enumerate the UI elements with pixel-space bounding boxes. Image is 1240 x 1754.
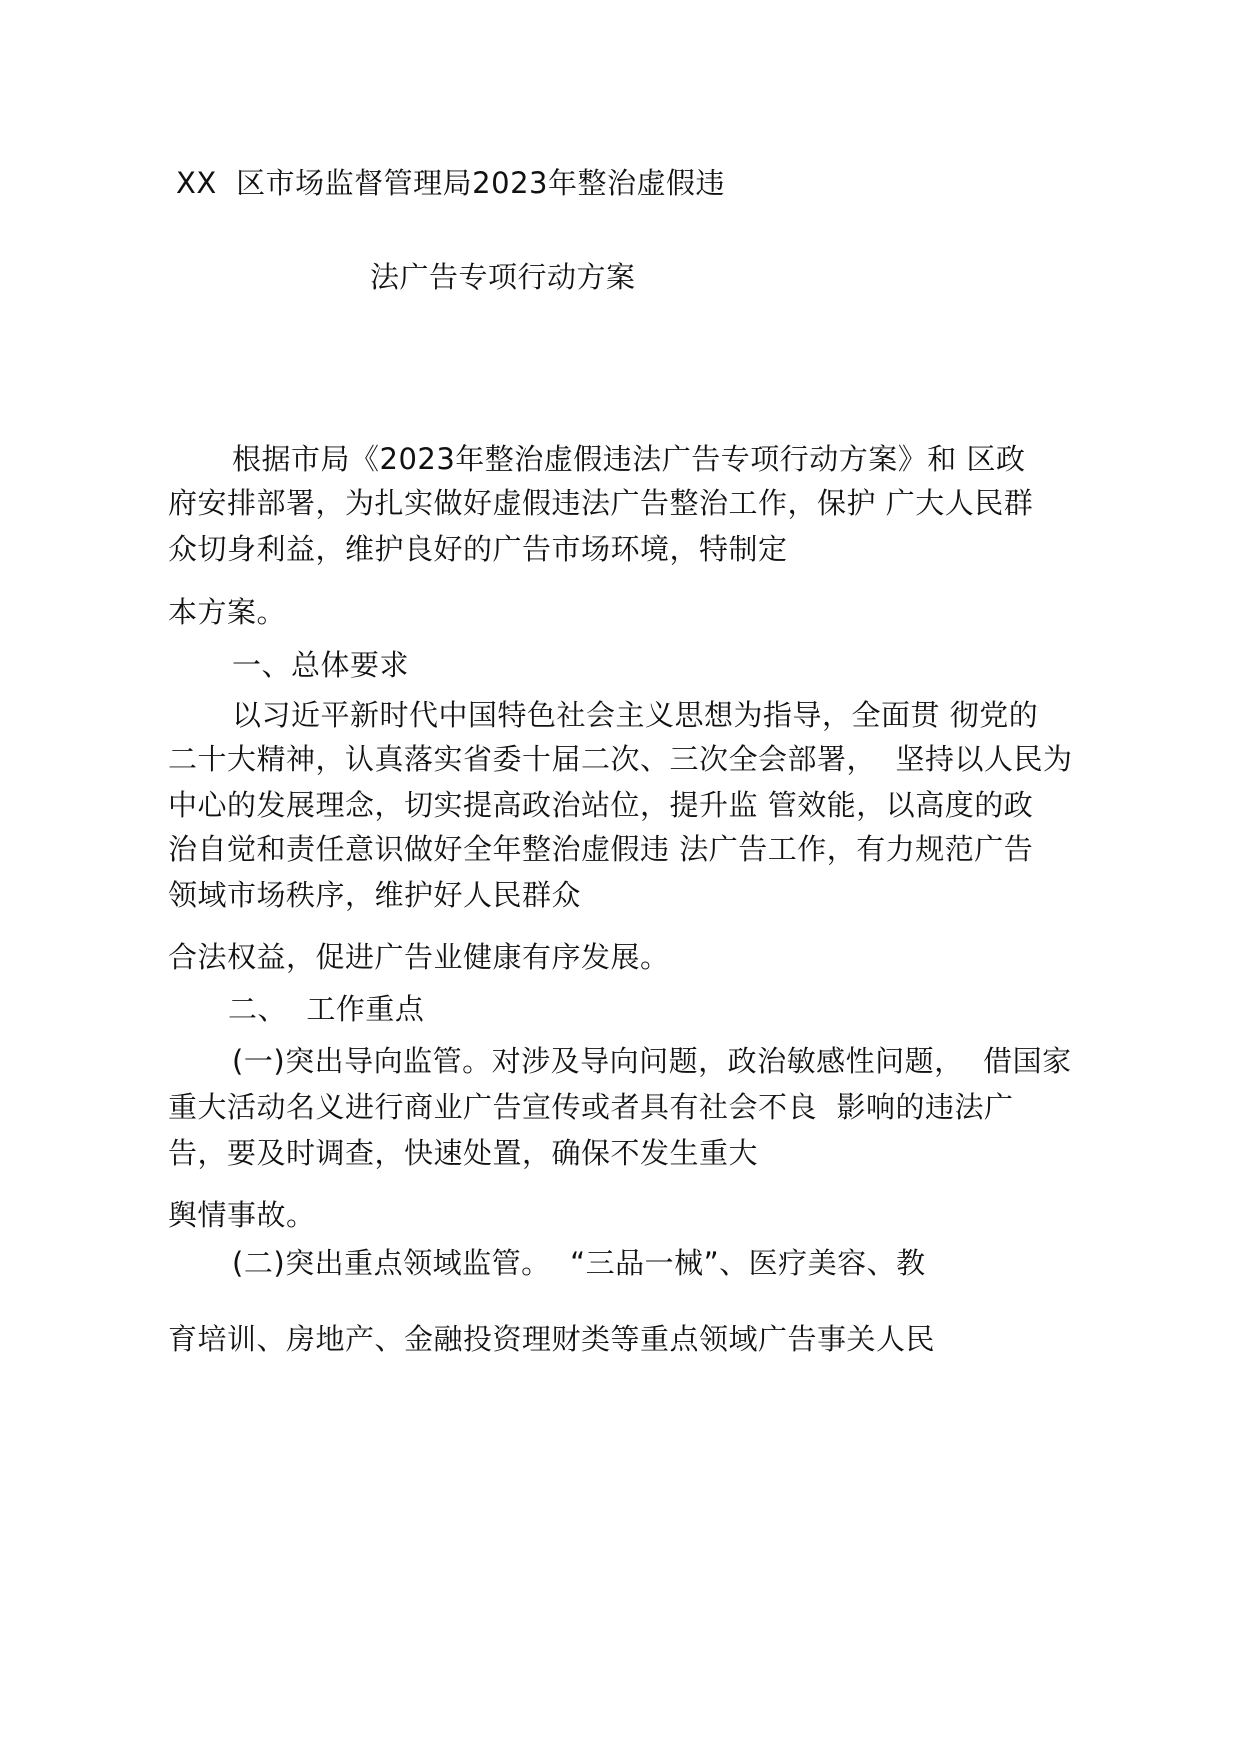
section-2-item-2-line-1: (二)突出重点领域监管。 “三品一械”、医疗美容、教: [232, 1246, 926, 1280]
section-2-item-2-line-2: 育培训、房地产、金融投资理财类等重点领域广告事关人民: [168, 1322, 936, 1356]
section-2-item-1-line-4: 舆情事故。: [168, 1198, 316, 1232]
intro-line-4: 本方案。: [168, 595, 287, 629]
section-1-heading: 一、总体要求: [232, 648, 410, 682]
intro-line-3: 众切身利益，维护良好的广告市场环境，特制定: [168, 532, 788, 566]
section-1-line-3: 中心的发展理念，切实提高政治站位，提升监 管效能，以高度的政: [168, 788, 1034, 822]
section-1-line-4: 治自觉和责任意识做好全年整治虚假违 法广告工作，有力规范广告: [168, 832, 1034, 866]
section-1-line-5: 领域市场秩序，维护好人民群众: [168, 878, 582, 912]
document-title-line-1: XX 区市场监督管理局2023年整治虚假违: [176, 166, 725, 200]
document-title-line-2: 法广告专项行动方案: [370, 260, 636, 294]
intro-line-1: 根据市局《2023年整治虚假违法广告专项行动方案》和 区政: [232, 442, 1026, 476]
section-1-line-1: 以习近平新时代中国特色社会主义思想为指导，全面贯 彻党的: [232, 698, 1039, 732]
intro-line-2: 府安排部署，为扎实做好虚假违法广告整治工作，保护 广大人民群: [168, 486, 1034, 520]
section-2-item-1-line-1: (一)突出导向监管。对涉及导向问题，政治敏感性问题， 借国家: [232, 1044, 1072, 1078]
section-1-line-6: 合法权益，促进广告业健康有序发展。: [168, 940, 670, 974]
section-2-item-1-line-2: 重大活动名义进行商业广告宣传或者具有社会不良 影响的违法广: [168, 1090, 1014, 1124]
section-2-item-1-line-3: 告，要及时调查，快速处置，确保不发生重大: [168, 1136, 759, 1170]
section-2-heading: 二、 工作重点: [228, 992, 425, 1026]
section-1-line-2: 二十大精神，认真落实省委十届二次、三次全会部署， 坚持以人民为: [168, 742, 1073, 776]
